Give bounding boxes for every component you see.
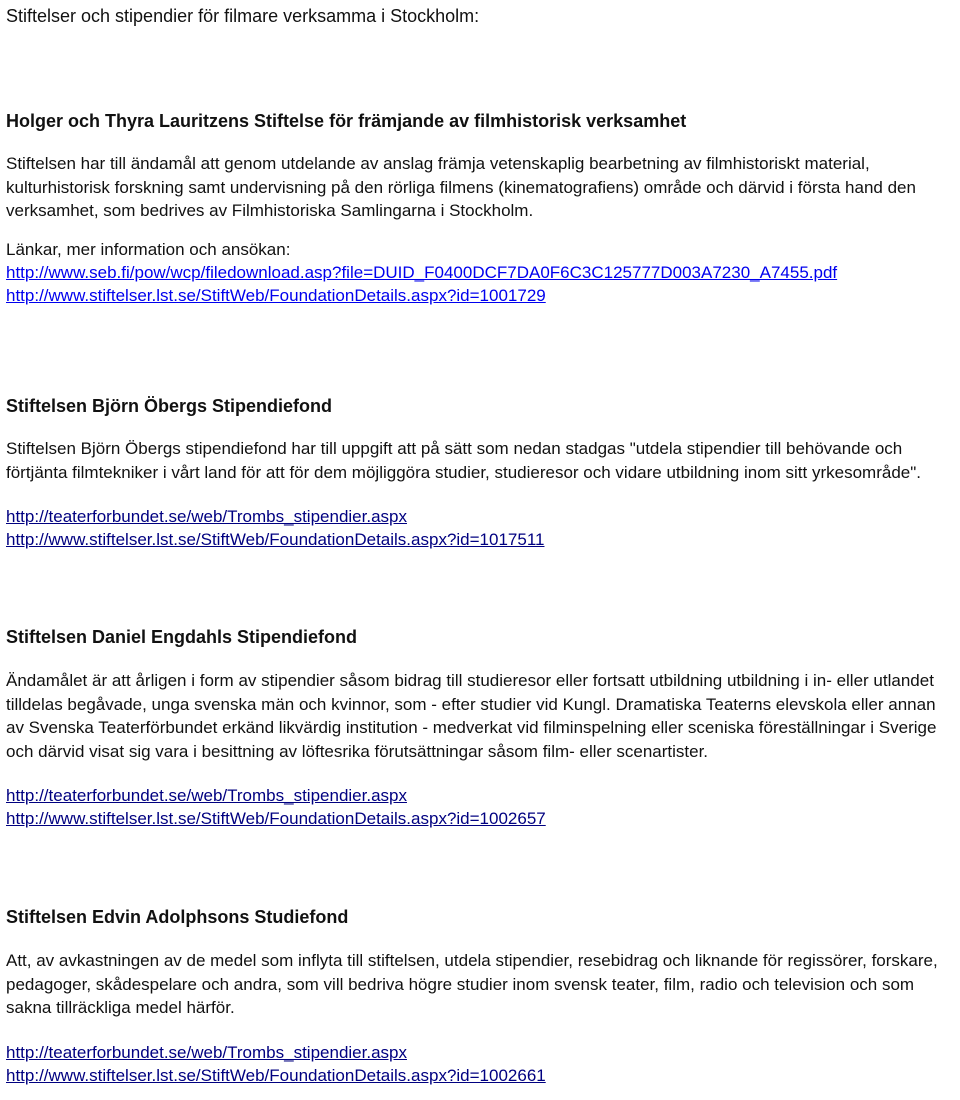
page-title: Stiftelser och stipendier för filmare verksamma i Stockholm: [6,6,480,26]
foundation-link[interactable]: http://teaterforbundet.se/web/Trombs_stipendier.aspx [6,1042,407,1062]
foundation-link[interactable]: http://www.stiftelser.lst.se/StiftWeb/FoundationDetails.aspx?id=1002657 [6,809,546,828]
section-body: Ändamålet är att årligen i form av stipendier såsom bidrag till studieresor eller fortsatt utbildning utbildning i in- eller utlandet tilldelas begåvade, unga svenska män och kvinnor, som - efter studier vid Kungl. Dramatiska Teaterns elevskola eller annan av Svenska Teaterförbundet erkänd likvärdig institution - medverkat vid filminspelning eller sceniska föreställningar i Sverige och därvid visat sig vara i besittning av löftesrika förutsättningar såsom film- eller scenartister. [6,671,937,761]
foundation-link[interactable]: http://teaterforbundet.se/web/Trombs_stipendier.aspx [6,507,407,526]
section-engdahl [6,626,956,830]
foundation-link[interactable]: http://www.stiftelser.lst.se/StiftWeb/FoundationDetails.aspx?id=1002661 [6,1065,546,1085]
section-oberg [6,395,956,551]
section-body: Stiftelsen har till ändamål att genom utdelande av anslag främja vetenskaplig bearbetning av filmhistoriskt material, kulturhistorisk forskning samt undervisning på den rörliga filmens (kinematografiens) område och därvid i första hand den verksamhet, som bedrives av Filmhistoriska Samlingarna i Stockholm. [6,154,916,220]
section-lauritzens [6,110,956,307]
section-heading: Stiftelsen Edvin Adolphsons Studiefond [6,907,349,927]
foundation-link[interactable]: http://www.seb.fi/pow/wcp/filedownload.asp?file=DUID_F0400DCF7DA0F6C3C125777D003A7230_A7455.pdf [6,263,838,282]
section-heading: Stiftelsen Daniel Engdahls Stipendiefond [6,627,358,647]
section-adolphson [6,906,956,1087]
links-label: Länkar, mer information och ansökan: [6,239,291,259]
section-heading: Holger och Thyra Lauritzens Stiftelse för främjande av filmhistorisk verksamhet [6,111,687,131]
foundation-link[interactable]: http://www.stiftelser.lst.se/StiftWeb/FoundationDetails.aspx?id=1017511 [6,530,545,549]
section-body: Att, av avkastningen av de medel som inflyta till stiftelsen, utdela stipendier, resebidrag och liknande för regissörer, forskare, pedagoger, skådespelare och andra, som vill bedriva högre studier inom svensk teater, film, radio och television och som sakna tillräckliga medel härför. [6,951,938,1017]
foundation-link[interactable]: http://www.stiftelser.lst.se/StiftWeb/FoundationDetails.aspx?id=1001729 [6,286,546,305]
section-heading: Stiftelsen Björn Öbergs Stipendiefond [6,396,333,416]
section-body: Stiftelsen Björn Öbergs stipendiefond har till uppgift att på sätt som nedan stadgas "utdela stipendier till behövande och förtjänta filmtekniker i vårt land för att för dem möjliggöra studier, studieresor och vidare utbildning inom sitt yrkesområde". [6,439,921,482]
foundation-link[interactable]: http://teaterforbundet.se/web/Trombs_stipendier.aspx [6,786,407,805]
